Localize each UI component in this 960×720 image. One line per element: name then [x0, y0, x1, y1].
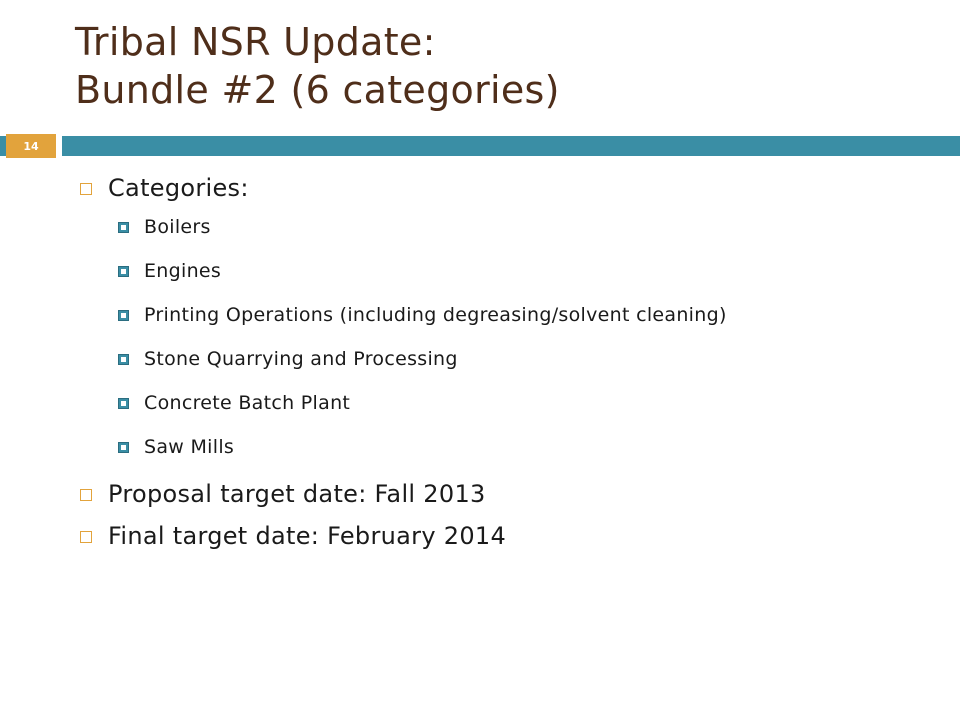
hollow-square-bullet-icon	[80, 489, 92, 501]
list-item-text: Engines	[144, 260, 222, 282]
list-item	[118, 390, 824, 416]
bullet-final-date	[80, 520, 880, 552]
list-item	[118, 434, 824, 460]
slide-title	[75, 18, 935, 114]
bullet-proposal-date	[80, 478, 880, 510]
list-item-text: Boilers	[144, 216, 211, 238]
category-list	[80, 214, 880, 460]
square-bullet-icon	[118, 310, 129, 321]
square-bullet-icon	[118, 398, 129, 409]
list-item-text: Printing Operations (including degreasing/solvent cleaning)	[144, 304, 727, 326]
hollow-square-bullet-icon	[80, 531, 92, 543]
list-item	[118, 214, 824, 240]
slide-number-badge: 14	[6, 134, 56, 158]
list-item-text: Stone Quarrying and Processing	[144, 348, 458, 370]
list-item	[118, 258, 824, 284]
bullet-text: Categories:	[108, 174, 249, 202]
square-bullet-icon	[118, 266, 129, 277]
list-item	[118, 302, 824, 328]
bullet-text: Final target date: February 2014	[108, 522, 507, 550]
list-item	[118, 346, 824, 372]
title-line-2: Bundle #2 (6 categories)	[75, 68, 560, 112]
square-bullet-icon	[118, 442, 129, 453]
list-item-text: Concrete Batch Plant	[144, 392, 351, 414]
bullet-categories	[80, 172, 880, 204]
accent-bar-right	[62, 136, 960, 156]
slide-body	[80, 172, 880, 562]
square-bullet-icon	[118, 354, 129, 365]
square-bullet-icon	[118, 222, 129, 233]
title-line-1: Tribal NSR Update:	[75, 20, 436, 64]
bullet-text: Proposal target date: Fall 2013	[108, 480, 486, 508]
list-item-text: Saw Mills	[144, 436, 235, 458]
hollow-square-bullet-icon	[80, 183, 92, 195]
